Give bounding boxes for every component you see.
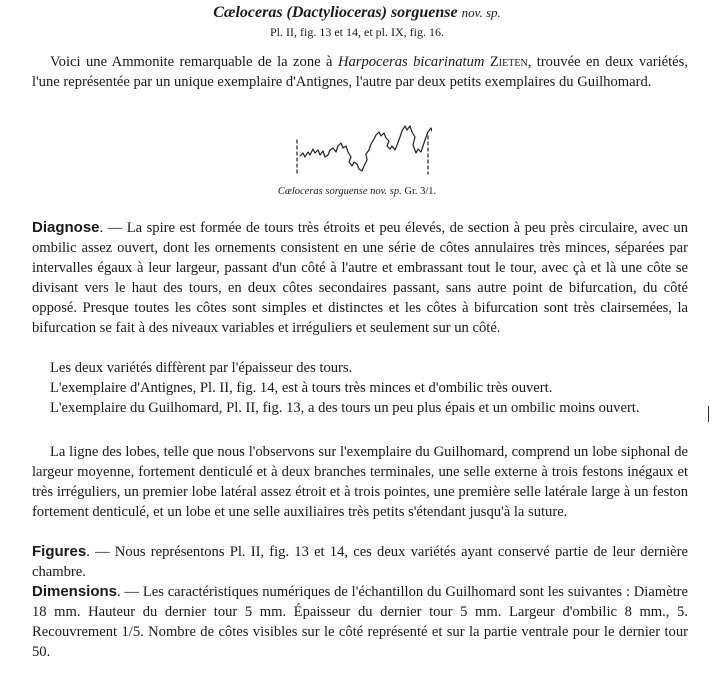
lobes-paragraph: La ligne des lobes, telle que nous l'observons sur l'exemplaire du Guilhomard, comprend un lobe siphonal de largeur moyenne, fortement denticulé et à deux branches terminales, une selle externe à trois festons inégaux et très irréguliers, un premier lobe latéral assez étroit et à trois pointes, une première selle latérale large à un feston fortement denticulé, et un lobe et une selle auxiliaires très petits s'étendant jusqu'à la suture. [32, 444, 688, 520]
plate-reference: Pl. II, fig. 13 et 14, et pl. IX, fig. 16. [270, 25, 444, 39]
figures-heading: Figures [32, 543, 87, 560]
title-species: sorguense [390, 4, 458, 21]
dimensions-heading: Dimensions [32, 583, 118, 600]
diagnose-paragraph: Diagnose. — La spire est formée de tours très étroits et peu élevés, de section à peu près circulaire, avec un ombilic assez ouvert, dont les ornements consistent en une série de côtes annulaires très minces, séparées par intervalles égaux à leur largeur, passant d'un côté à l'autre et embrassant tout le tour, avec çà et là une côte se divisant vers le haut des tours, en deux côtes secondaires passant, sans autre point de bifurcation, du côté opposé. Presque toutes les côtes sont simples et distinctes et les côtes à bifurcation sont très clairsemées, la bifurcation se fait à des niveaux variables et irréguliers et seulement sur un côté. [32, 219, 688, 336]
varietes-paragraph: Les deux variétés diffèrent par l'épaisseur des tours. [50, 360, 353, 376]
figures-paragraph: Figures. — Nous représentons Pl. II, fig. 13 et 14, ces deux variétés ayant conservé partie de leur dernière chambre. [32, 543, 688, 580]
caption-scale: Gr. 3/1. [404, 186, 437, 197]
zone-species: Harpoceras bicarinatum [337, 54, 485, 70]
species-author: Zieten [489, 54, 528, 70]
title-suffix: nov. sp. [461, 5, 501, 20]
dimensions-paragraph: Dimensions. — Les caractéristiques numériques de l'échantillon du Guilhomard sont les suivantes : Diamètre 18 mm. Hauteur du dernier tour 5 mm. Épaisseur du dernier tour 5 mm. Largeur d'ombilic 8 mm., 5. Recouvrement 1/5. Nombre de côtes visibles sur le côté représenté et sur la partie ventrale pour le dernier tour 50. [32, 583, 688, 660]
diagnose-heading: Diagnose [32, 219, 100, 236]
page-title [0, 4, 714, 22]
suture-line-figure [292, 120, 432, 182]
intro-paragraph: Voici une Ammonite remarquable de la zone à Harpoceras bicarinatum Zieten, trouvée en deux variétés, l'une représentée par un unique exemplaire d'Antignes, l'autre par deux petits exemplaires du Guilhomard. [32, 54, 688, 90]
antignes-paragraph: L'exemplaire d'Antignes, Pl. II, fig. 14, est à tours très minces et d'ombilic très ouvert. [50, 380, 553, 396]
title-subgenus: (Dactylioceras) [286, 4, 387, 21]
guilhomard-paragraph: L'exemplaire du Guilhomard, Pl. II, fig. 13, a des tours un peu plus épais et un ombilic moins ouvert. [50, 400, 640, 416]
caption-species: Cæloceras sorguense nov. sp. [277, 186, 402, 197]
figure-caption [0, 186, 714, 197]
title-genus: Cæloceras [213, 4, 283, 21]
margin-mark [708, 406, 709, 422]
